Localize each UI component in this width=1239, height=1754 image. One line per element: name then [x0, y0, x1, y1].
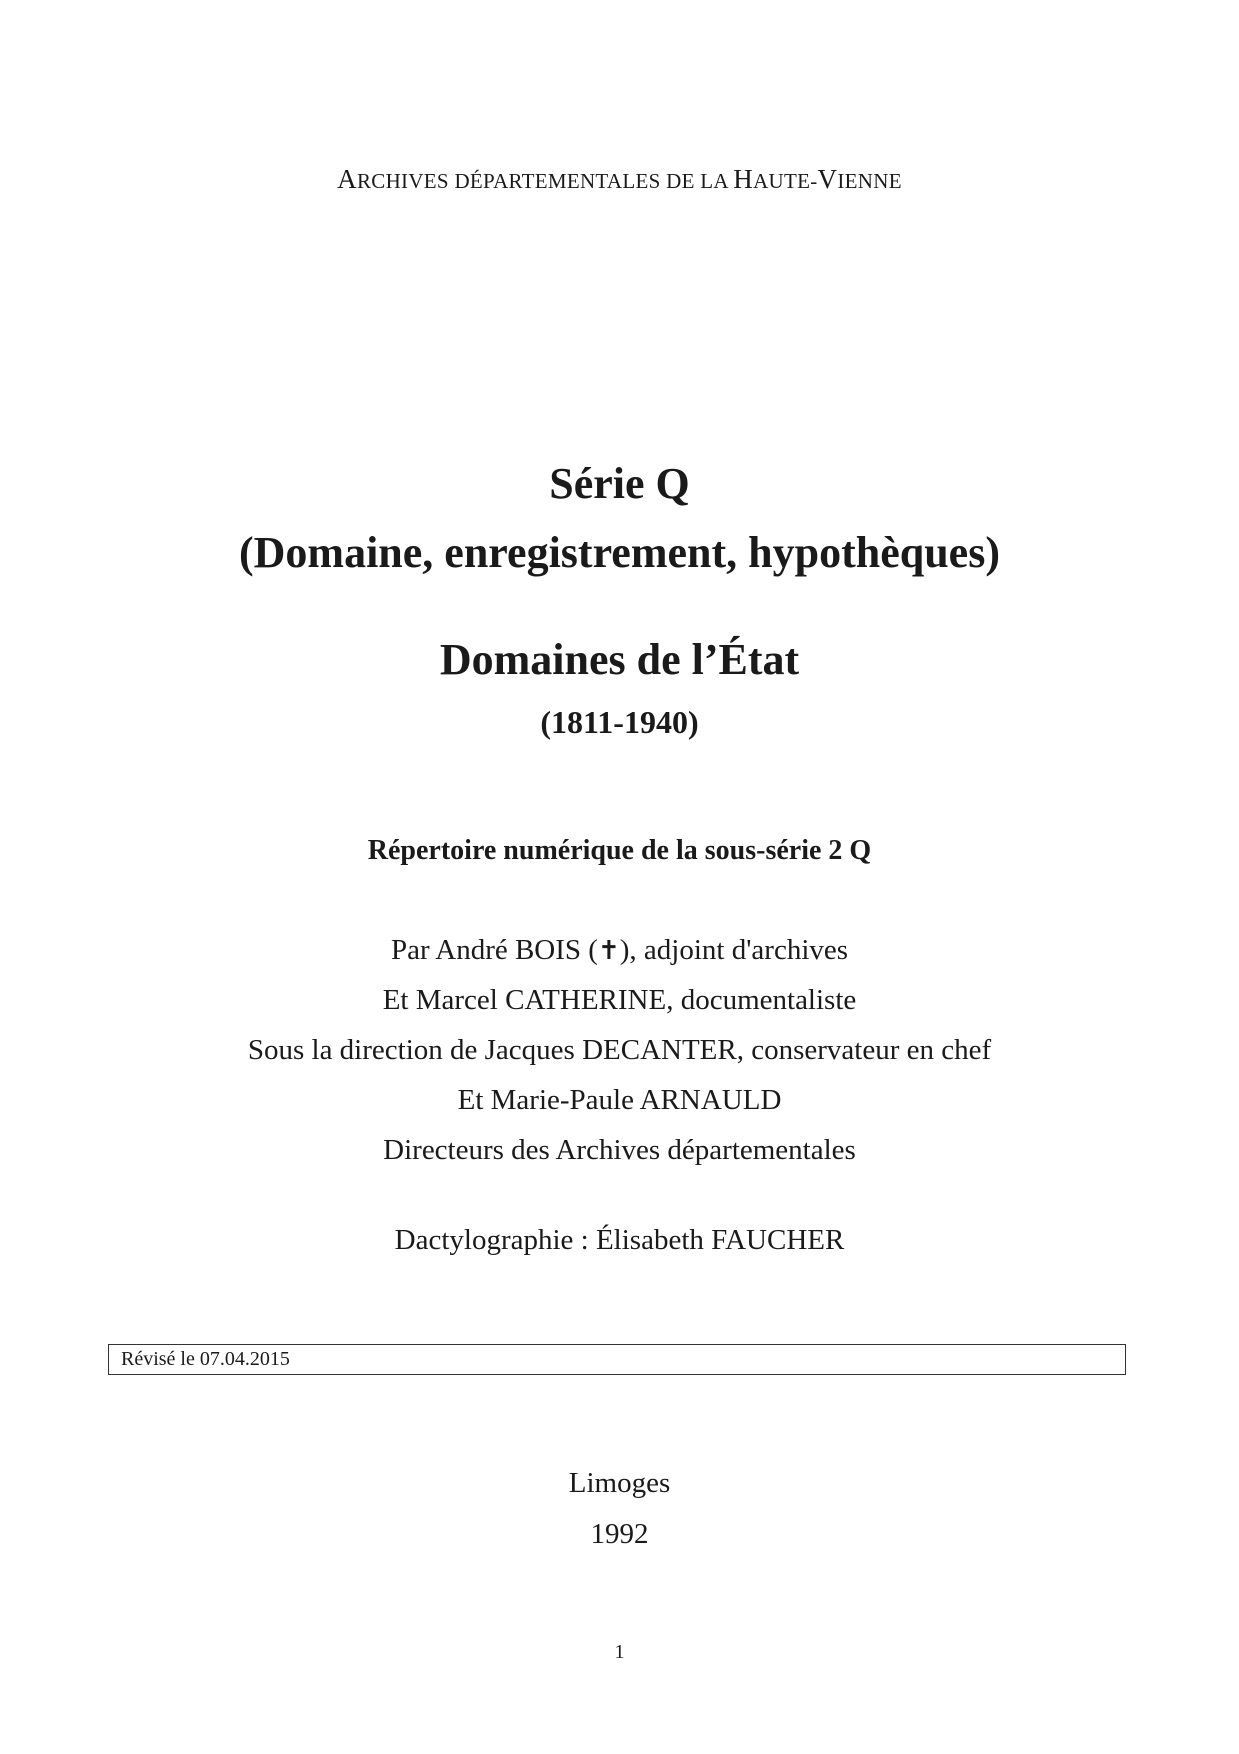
institution-header-part: V [817, 164, 838, 194]
publication-place: Limoges [568, 1467, 671, 1499]
credit-line: Et Marcel CATHERINE, documentaliste [382, 984, 857, 1016]
date-range: (1811-1940) [540, 704, 699, 740]
repertoire-title: Répertoire numérique de la sous-série 2 Q [367, 835, 872, 866]
series-subtitle: (Domaine, enregistrement, hypothèques) [239, 528, 1000, 577]
page-number: 1 [614, 1641, 625, 1663]
institution-header-part: IENNE [837, 169, 902, 193]
credit-line: Directeurs des Archives départementales [383, 1134, 856, 1166]
credit-line-text: ), adjoint d'archives [619, 934, 849, 966]
institution-header-part: RCHIVES DÉPARTEMENTALES DE LA [356, 169, 734, 193]
revision-box [108, 1344, 1126, 1375]
institution-header-part: H [733, 164, 754, 194]
institution-header-part: AUTE- [753, 169, 818, 193]
publication-year: 1992 [590, 1518, 649, 1550]
credit-line-text: Par André BOIS ( [390, 934, 598, 966]
credits-block [0, 925, 1239, 1175]
credit-line: Et Marie-Paule ARNAULD [457, 1084, 782, 1116]
institution-header-part: A [337, 164, 357, 194]
revision-date: Révisé le 07.04.2015 [121, 1348, 290, 1370]
subseries-title: Domaines de l’État [439, 635, 800, 684]
credit-line: Sous la direction de Jacques DECANTER, conservateur en chef [247, 1034, 992, 1066]
series-title: Série Q [549, 459, 690, 508]
institution-header [0, 164, 1239, 195]
credit-line-authors [0, 925, 1239, 975]
cross-icon: ✝ [597, 936, 620, 966]
typist-credit: Dactylographie : Élisabeth FAUCHER [394, 1224, 845, 1256]
